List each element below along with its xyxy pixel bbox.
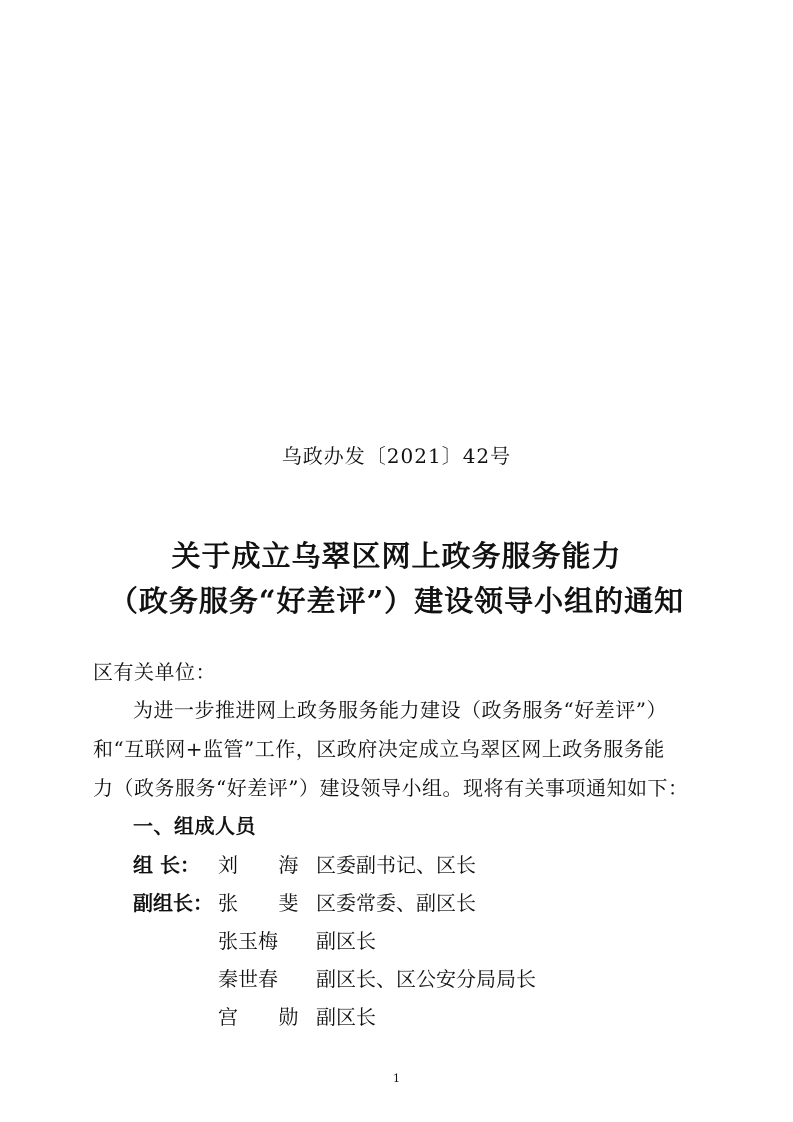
member-title: 区委副书记、区长 bbox=[316, 853, 476, 877]
paragraph-line-2: 和“互联网+监管”工作，区政府决定成立乌翠区网上政务服务能 bbox=[93, 737, 665, 761]
document-title-line-2: （政务服务“好差评”）建设领导小组的通知 bbox=[108, 584, 685, 618]
document-number: 乌政办发〔2021〕42号 bbox=[281, 444, 512, 468]
member-name: 张玉梅 bbox=[218, 929, 278, 953]
member-title: 副区长、区公安分局局长 bbox=[316, 967, 536, 991]
member-title: 区委常委、副区长 bbox=[316, 891, 476, 915]
member-name: 宫 勋 bbox=[218, 1005, 316, 1029]
member-name: 张 斐 bbox=[218, 891, 316, 915]
member-title: 副区长 bbox=[316, 929, 376, 953]
member-title: 副区长 bbox=[316, 1005, 376, 1029]
member-name: 秦世春 bbox=[218, 967, 278, 991]
paragraph-line-3: 力（政务服务“好差评”）建设领导小组。现将有关事项通知如下： bbox=[93, 776, 689, 800]
addressee: 区有关单位： bbox=[93, 660, 216, 684]
paragraph-line-1: 为进一步推进网上政务服务能力建设（政务服务“好差评”） bbox=[133, 698, 667, 722]
document-title-line-1: 关于成立乌翠区网上政务服务能力 bbox=[171, 539, 622, 573]
member-name: 刘 海 bbox=[218, 853, 316, 877]
page-number: 1 bbox=[393, 1072, 400, 1085]
member-role: 副组长： bbox=[133, 891, 213, 915]
section-heading: 一、组成人员 bbox=[133, 814, 256, 838]
member-role: 组 长： bbox=[133, 853, 200, 877]
